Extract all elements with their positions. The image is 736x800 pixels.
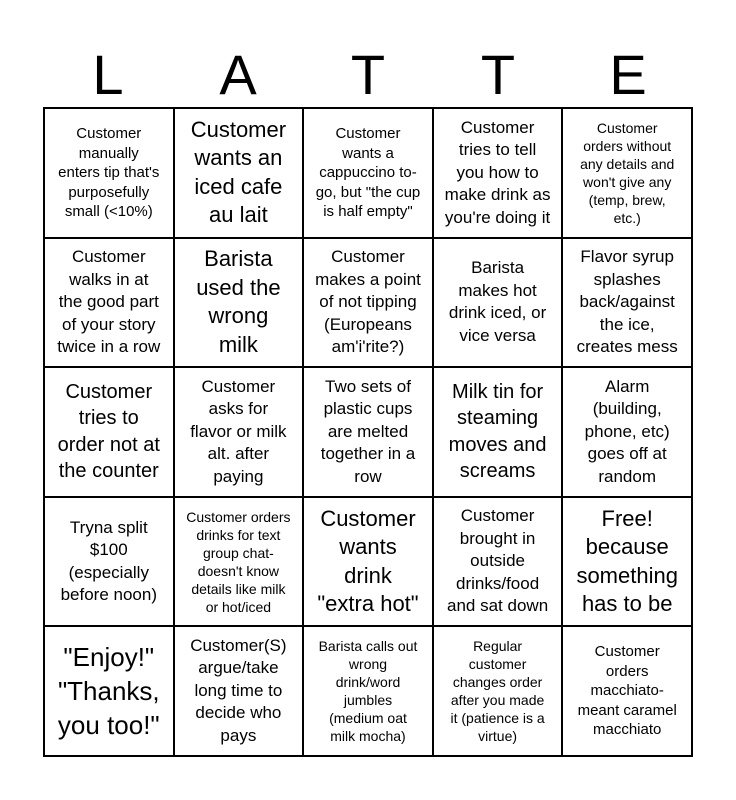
bingo-title: [43, 42, 693, 108]
title-letter-e: E: [609, 43, 647, 106]
bingo-cell-r5-c3[interactable]: [303, 626, 433, 756]
bingo-cell-r3-c3[interactable]: [303, 367, 433, 497]
bingo-cell-r2-c1[interactable]: [44, 238, 174, 368]
title-letter-a: A: [219, 43, 257, 106]
bingo-cell-text: Free! because something has to be: [576, 505, 678, 617]
bingo-cell-text: Tryna split $100 (especially before noon): [60, 517, 157, 605]
bingo-cell-text: Customer brought in outside drinks/food and sat down: [447, 506, 549, 616]
bingo-cell-text: Barista makes hot drink iced, or vice versa: [448, 258, 547, 345]
bingo-cell-text: Customer wants drink "extra hot": [317, 505, 419, 617]
bingo-cell-r4-c5[interactable]: [562, 497, 692, 627]
bingo-cell-r5-c1[interactable]: [44, 626, 174, 756]
bingo-cell-text: Customer wants an iced cafe au lait: [190, 116, 287, 228]
title-letter-t2: T: [480, 43, 516, 106]
bingo-cell-text: Two sets of plastic cups are melted together in a row: [320, 376, 416, 486]
bingo-cell-text: Customer(S) argue/take long time to decide who pays: [190, 635, 287, 745]
bingo-cell-r4-c3[interactable]: [303, 497, 433, 627]
bingo-cell-text: "Enjoy!" "Thanks, you too!": [57, 642, 160, 741]
bingo-cell-r2-c4[interactable]: [433, 238, 563, 368]
bingo-cell-r3-c5[interactable]: [562, 367, 692, 497]
bingo-cell-text: Alarm (building, phone, etc) goes off at random: [584, 376, 670, 486]
bingo-cell-text: Customer orders drinks for text group chat- doesn't know details like milk or hot/iced: [186, 508, 291, 615]
bingo-cell-r3-c4[interactable]: [433, 367, 563, 497]
bingo-cell-text: Customer asks for flavor or milk alt. after paying: [190, 376, 287, 486]
bingo-cell-r2-c2[interactable]: [174, 238, 304, 368]
bingo-cell-text: Customer makes a point of not tipping (Europeans am'i'rite?): [315, 247, 421, 357]
bingo-cell-text: Customer tries to order not at the counter: [57, 380, 160, 483]
bingo-board: [43, 107, 693, 757]
bingo-cell-r1-c4[interactable]: [433, 108, 563, 238]
bingo-cell-r4-c2[interactable]: [174, 497, 304, 627]
title-letter-l: L: [92, 43, 124, 106]
bingo-cell-r1-c3[interactable]: [303, 108, 433, 238]
bingo-cell-text: Customer tries to tell you how to make drink as you're doing it: [444, 117, 551, 227]
bingo-cell-r2-c5[interactable]: [562, 238, 692, 368]
bingo-cell-text: Customer orders without any details and won't give any (temp, brew, etc.): [580, 119, 675, 226]
bingo-cell-r3-c1[interactable]: [44, 367, 174, 497]
bingo-cell-r5-c2[interactable]: [174, 626, 304, 756]
bingo-cell-text: Customer manually enters tip that's purposefully small (<10%): [58, 125, 160, 221]
bingo-cell-r4-c4[interactable]: [433, 497, 563, 627]
bingo-cell-r3-c2[interactable]: [174, 367, 304, 497]
bingo-cell-r1-c5[interactable]: [562, 108, 692, 238]
bingo-cell-text: Customer orders macchiato- meant caramel macchiato: [577, 643, 677, 739]
bingo-cell-r2-c3[interactable]: [303, 238, 433, 368]
bingo-cell-text: Regular customer changes order after you made it (patience is a virtue): [450, 638, 545, 745]
bingo-cell-text: Barista calls out wrong drink/word jumbles (medium oat milk mocha): [318, 638, 418, 745]
bingo-cell-r1-c2[interactable]: [174, 108, 304, 238]
bingo-cell-text: Milk tin for steaming moves and screams: [448, 380, 547, 483]
title-letter-t1: T: [350, 43, 386, 106]
bingo-cell-text: Customer wants a cappuccino to- go, but "the cup is half empty": [315, 125, 421, 221]
bingo-cell-r4-c1[interactable]: [44, 497, 174, 627]
bingo-cell-text: Barista used the wrong milk: [196, 246, 281, 357]
bingo-cell-text: Customer walks in at the good part of your story twice in a row: [57, 247, 161, 357]
bingo-cell-r1-c1[interactable]: [44, 108, 174, 238]
bingo-cell-r5-c4[interactable]: [433, 626, 563, 756]
bingo-cell-r5-c5[interactable]: [562, 626, 692, 756]
bingo-cell-text: Flavor syrup splashes back/against the ice, creates mess: [576, 247, 678, 357]
